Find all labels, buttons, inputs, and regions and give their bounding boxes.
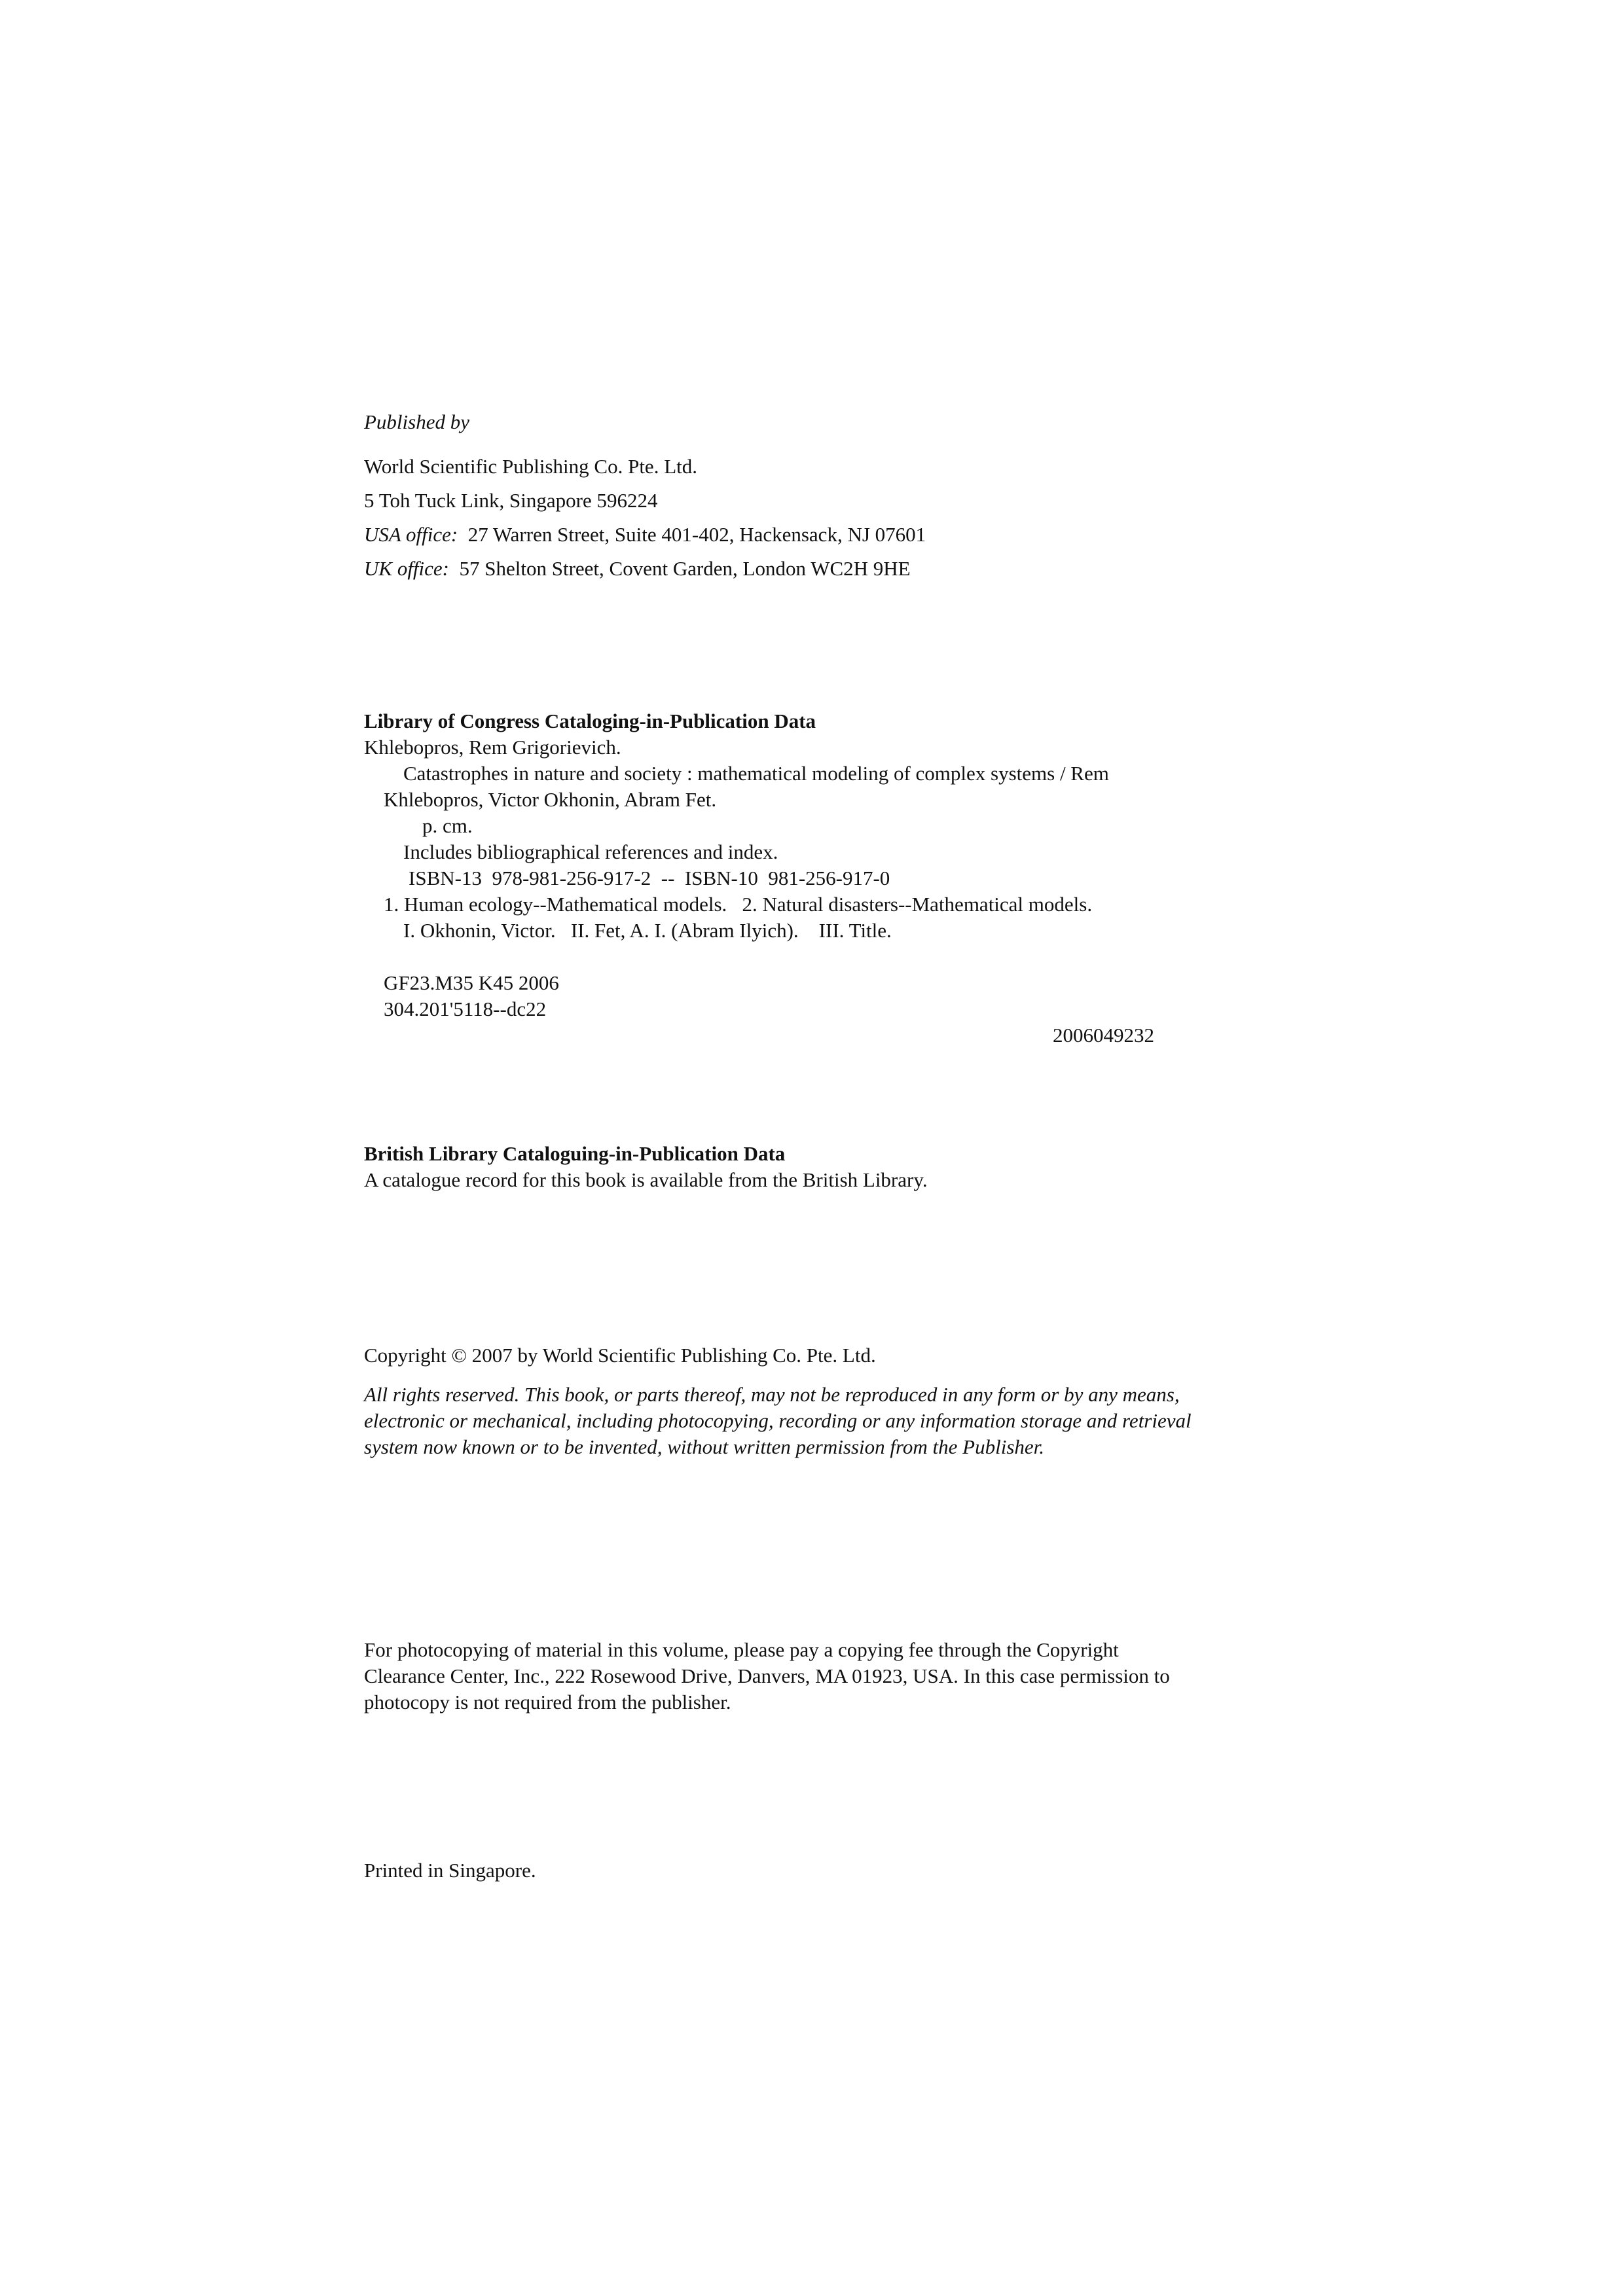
british-heading: British Library Cataloguing-in-Publication Data: [364, 1142, 786, 1165]
loc-title-line-2: Khlebopros, Victor Okhonin, Abram Fet.: [384, 788, 717, 811]
spacer: [364, 944, 1154, 970]
photocopy-block: [364, 1637, 1251, 1715]
rights-line-3: system now known or to be invented, without written permission from the Publisher.: [364, 1435, 1045, 1458]
uk-office-label: UK office:: [364, 557, 449, 580]
usa-office-label: USA office:: [364, 523, 458, 546]
copyright-block: [364, 1342, 1251, 1460]
photocopy-line-1: For photocopying of material in this volume, please pay a copying fee through the Copyright: [364, 1638, 1119, 1661]
spacer: [364, 435, 926, 450]
loc-includes: Includes bibliographical references and index.: [403, 840, 778, 863]
photocopy-line-3: photocopy is not required from the publisher.: [364, 1691, 731, 1713]
rights-line-2: electronic or mechanical, including photocopying, recording or any information storage and retrieval: [364, 1409, 1192, 1432]
loc-cip-block: [364, 708, 1154, 1049]
british-text: A catalogue record for this book is available from the British Library.: [364, 1168, 928, 1191]
usa-office: [364, 518, 926, 552]
loc-call-number: GF23.M35 K45 2006: [384, 971, 559, 994]
uk-office: [364, 552, 926, 586]
loc-pcm: p. cm.: [422, 814, 473, 837]
publisher-address: 5 Toh Tuck Link, Singapore 596224: [364, 489, 658, 512]
loc-added-entries: I. Okhonin, Victor. II. Fet, A. I. (Abram Ilyich). III. Title.: [403, 919, 892, 942]
loc-subjects: 1. Human ecology--Mathematical models. 2. Natural disasters--Mathematical models.: [384, 893, 1093, 916]
printed-in-block: [364, 1857, 536, 1884]
loc-isbn: ISBN-13 978-981-256-917-2 -- ISBN-10 981-256-917-0: [409, 867, 890, 889]
photocopy-line-2: Clearance Center, Inc., 222 Rosewood Drive, Danvers, MA 01923, USA. In this case permission to: [364, 1664, 1170, 1687]
published-by-label: Published by: [364, 410, 469, 433]
uk-office-address: 57 Shelton Street, Covent Garden, London WC2H 9HE: [459, 557, 911, 580]
british-library-block: [364, 1141, 928, 1193]
loc-author: Khlebopros, Rem Grigorievich.: [364, 736, 621, 759]
spacer: [364, 1369, 1251, 1382]
publisher-name: World Scientific Publishing Co. Pte. Ltd.: [364, 455, 697, 478]
loc-heading: Library of Congress Cataloging-in-Publication Data: [364, 709, 816, 732]
copyright-line: Copyright © 2007 by World Scientific Publishing Co. Pte. Ltd.: [364, 1344, 876, 1367]
printed-in: Printed in Singapore.: [364, 1859, 536, 1882]
publisher-block: [364, 409, 926, 586]
loc-dewey: 304.201'5118--dc22: [384, 997, 547, 1020]
loc-title-line-1: Catastrophes in nature and society : mathematical modeling of complex systems / Rem: [403, 762, 1109, 785]
usa-office-address: 27 Warren Street, Suite 401-402, Hackensack, NJ 07601: [467, 523, 926, 546]
loc-lccn: 2006049232: [1053, 1024, 1154, 1047]
rights-line-1: All rights reserved. This book, or parts thereof, may not be reproduced in any form or by any means,: [364, 1383, 1180, 1406]
